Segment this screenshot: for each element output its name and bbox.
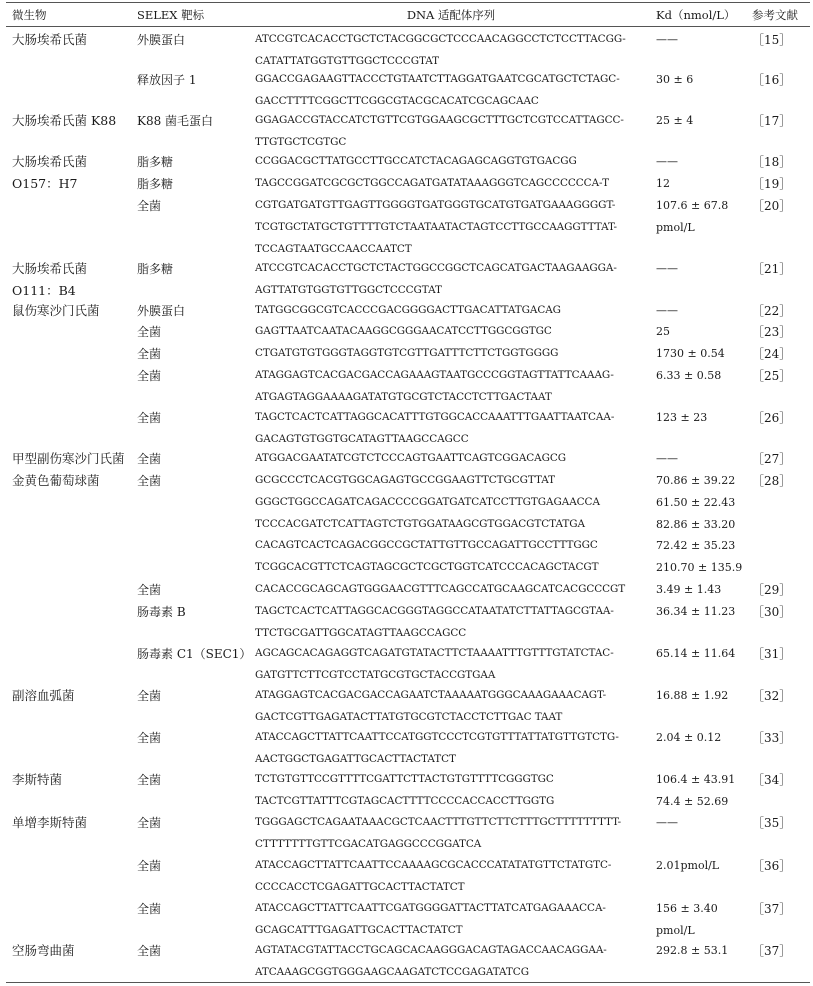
header-sequence: DNA 适配体序列 — [406, 8, 496, 22]
reference-cell: ［17］ — [752, 114, 792, 128]
sequence-line: TCGGCACGTTCTCAGTAGCGCTCGCTGGTCATCCCACAGCTACGT — [255, 561, 599, 574]
sequence-cell — [255, 448, 647, 470]
organism-cell: 大肠埃希氏菌 O111：B4 — [12, 261, 88, 298]
sequence-line: CGTGATGATGTTGAGTTGGGGTGATGGGTGCATGTGATGAAAGGGGT- — [255, 199, 616, 211]
target-cell: 肠毒素 C1（SEC1） — [137, 647, 252, 661]
kd-cell: —— — [656, 452, 678, 465]
header-organism: 微生物 — [12, 8, 47, 22]
sequence-line: AGTTATGTGGTGTTGGCTCCCGTAT — [255, 283, 442, 296]
kd-cell: 12 — [656, 177, 670, 190]
organism-cell: 鼠伤寒沙门氏菌 — [12, 303, 100, 318]
sequence-line: GACCTTTTCGGCTTCGGCGTACGCACATCGCAGCAAC — [255, 94, 539, 107]
kd-cell: —— — [656, 816, 678, 829]
sequence-line: TGGGAGCTCAGAATAAACGCTCAACTTTGTTCTTCTTTGCTTTTTTTTT- — [255, 816, 622, 828]
sequence-cell — [255, 470, 647, 579]
reference-cell: ［19］ — [752, 177, 792, 191]
kd-cell — [656, 769, 750, 813]
header-kd: Kd（nmol/L） — [656, 8, 736, 22]
sequence-cell — [255, 343, 647, 365]
header-ref: 参考文献 — [752, 8, 798, 22]
sequence-line: AGTATACGTATTACCTGCAGCACAAGGGACAGTAGACCAACAGGAA- — [255, 944, 607, 956]
kd-cell: —— — [656, 262, 678, 275]
sequence-cell — [255, 601, 647, 645]
kd-cell: 3.49 ± 1.43 — [656, 583, 722, 596]
sequence-cell — [255, 321, 647, 343]
sequence-cell — [255, 812, 647, 856]
kd-value: 61.50 ± 22.43 — [656, 495, 736, 509]
sequence-line: ATGGACGAATATCGTCTCCCAGTGAATTCAGTCGGACAGCG — [255, 452, 567, 464]
target-cell: 全菌 — [137, 369, 162, 383]
kd-cell: 36.34 ± 11.23 — [656, 605, 736, 618]
sequence-line: TCCAGTAATGCCAACCAATCT — [255, 242, 412, 255]
sequence-line: GAGTTAATCAATACAAGGCGGGAACATCCTTGGCGGTGC — [255, 325, 552, 337]
sequence-cell — [255, 855, 647, 899]
kd-cell: 1730 ± 0.54 — [656, 347, 725, 360]
target-cell: 脂多糖 — [137, 155, 174, 169]
target-cell: 全菌 — [137, 773, 162, 787]
sequence-line: ATACCAGCTTATTCAATTCGATGGGGATTACTTATCATGAGAAACCA- — [255, 902, 606, 914]
sequence-line: TTCTGCGATTGGCATAGTTAAGCCAGCC — [255, 626, 467, 639]
sequence-cell — [255, 579, 647, 601]
kd-cell: —— — [656, 155, 678, 168]
sequence-line: TACTCGTTATTTCGTAGCACTTTTCCCCACCACCTTGGTG — [255, 794, 555, 807]
sequence-line: ATACCAGCTTATTCAATTCCAAAAGCGCACCCATATATGTTCTATGTC- — [255, 859, 612, 871]
sequence-line: TCTGTGTTCCGTTTTCGATTCTTACTGTGTTTTCGGGTGC — [255, 773, 554, 785]
sequence-line: GACAGTGTGGTGCATAGTTAAGCCAGCC — [255, 432, 469, 445]
reference-cell: ［22］ — [752, 304, 792, 318]
target-cell: 外膜蛋白 — [137, 304, 186, 318]
sequence-line: CCCCACCTCGAGATTGCACTTACTATCT — [255, 880, 465, 893]
sequence-line: TCCCACGATCTCATTAGTCTGTGGATAAGCGTGGACGTCTATGA — [255, 517, 585, 530]
kd-cell: 25 — [656, 325, 670, 338]
target-cell: 全菌 — [137, 731, 162, 745]
reference-cell: ［25］ — [752, 369, 792, 383]
sequence-cell — [255, 898, 647, 942]
kd-cell: 16.88 ± 1.92 — [656, 689, 729, 702]
sequence-line: CCGGACGCTTATGCCTTGCCATCTACAGAGCAGGTGTGACGG — [255, 155, 577, 167]
sequence-line: TAGCCGGATCGCGCTGGCCAGATGATATAAAGGGTCAGCCCCCCA-T — [255, 177, 610, 189]
header-rule — [6, 26, 810, 27]
kd-cell: 123 ± 23 — [656, 411, 708, 424]
sequence-line: GGAGACCGTACCATCTGTTCGTGGAAGCGCTTTGCTCGTCCATTAGCC- — [255, 114, 624, 126]
reference-cell: ［32］ — [752, 689, 792, 703]
target-cell: 全菌 — [137, 816, 162, 830]
sequence-cell — [255, 643, 647, 687]
sequence-cell — [255, 300, 647, 322]
sequence-line: ATAGGAGTCACGACGACCAGAATCTAAAAATGGGCAAAGAAACAGT- — [255, 689, 607, 701]
target-cell: 全菌 — [137, 411, 162, 425]
sequence-line: GCAGCATTTGAGATTGCACTTACTATCT — [255, 923, 463, 936]
kd-cell — [656, 470, 750, 579]
kd-value: 106.4 ± 43.91 — [656, 773, 736, 786]
reference-cell: ［37］ — [752, 902, 792, 916]
sequence-cell — [255, 110, 647, 154]
sequence-cell — [255, 29, 647, 73]
reference-cell: ［26］ — [752, 411, 792, 425]
sequence-line: TAGCTCACTCATTAGGCACATTTGTGGCACCAAATTTGAATTAATCAA- — [255, 411, 615, 423]
sequence-line: TCGTGCTATGCTGTTTTGTCTAATAATACTAGTCCTTGCCAAGGTTTAT- — [255, 220, 617, 233]
sequence-line: GCGCCCTCACGTGGCAGAGTGCCGGAAGTTCTGCGTTAT — [255, 474, 556, 486]
organism-cell: 大肠埃希氏菌 O157：H7 — [12, 154, 88, 191]
sequence-cell — [255, 173, 647, 195]
reference-cell: ［21］ — [752, 262, 792, 276]
sequence-line: CACACCGCAGCAGTGGGAACGTTTCAGCCATGCAAGCATCACGCCCGT — [255, 583, 626, 595]
reference-cell: ［27］ — [752, 452, 792, 466]
sequence-line: ATAGGAGTCACGACGACCAGAAAGTAATGCCCGGTAGTTATTCAAAG- — [255, 369, 614, 381]
sequence-cell — [255, 769, 647, 813]
reference-cell: ［28］ — [752, 474, 792, 488]
kd-value: 74.4 ± 52.69 — [656, 794, 729, 808]
sequence-cell — [255, 195, 647, 260]
target-cell: K88 菌毛蛋白 — [137, 114, 214, 128]
sequence-line: GACTCGTTGAGATACTTATGTGCGTCTACCTCTTGAC TAAT — [255, 710, 563, 723]
sequence-cell — [255, 407, 647, 451]
kd-value: 70.86 ± 39.22 — [656, 474, 736, 487]
sequence-line: ATCAAAGCGGTGGGAAGCAAGATCTCCGAGATATCG — [255, 965, 529, 978]
target-cell: 全菌 — [137, 199, 162, 213]
reference-cell: ［15］ — [752, 33, 792, 47]
sequence-cell — [255, 151, 647, 173]
reference-cell: ［36］ — [752, 859, 792, 873]
reference-cell: ［18］ — [752, 155, 792, 169]
reference-cell: ［37］ — [752, 944, 792, 958]
kd-value: 72.42 ± 35.23 — [656, 539, 736, 553]
target-cell: 脂多糖 — [137, 177, 174, 191]
reference-cell: ［29］ — [752, 583, 792, 597]
sequence-cell — [255, 69, 647, 113]
reference-cell: ［34］ — [752, 773, 792, 787]
sequence-line: GATGTTCTTCGTCCTATGCGTGCTACCGTGAA — [255, 668, 496, 681]
sequence-line: GGGCTGGCCAGATCAGACCCCGGATGATCATCCTTGTGAGAACCA — [255, 495, 600, 508]
reference-cell: ［35］ — [752, 816, 792, 830]
sequence-line: ATCCGTCACACCTGCTCTACGGCGCTCCCAACAGGCCTCTCCTTACGG- — [255, 33, 626, 45]
target-cell: 全菌 — [137, 452, 162, 466]
organism-cell: 空肠弯曲菌 — [12, 943, 75, 958]
target-cell: 全菌 — [137, 325, 162, 339]
kd-cell: 292.8 ± 53.1 — [656, 944, 729, 957]
sequence-cell — [255, 365, 647, 409]
target-cell: 全菌 — [137, 902, 162, 916]
kd-cell: 2.04 ± 0.12 — [656, 731, 722, 744]
target-cell: 全菌 — [137, 347, 162, 361]
organism-cell: 李斯特菌 — [12, 772, 63, 787]
organism-cell: 单增李斯特菌 — [12, 815, 88, 830]
kd-cell: 107.6 ± 67.8 pmol/L — [656, 199, 729, 234]
kd-cell: —— — [656, 304, 678, 317]
sequence-line: ATACCAGCTTATTCAATTCCATGGTCCCTCGTGTTTATTATGTTGTCTG- — [255, 731, 619, 743]
sequence-line: CTGATGTGTGGGTAGGTGTCGTTGATTTCTTCTGGTGGGG — [255, 347, 559, 359]
sequence-line: CTTTTTTTGTTCGACATGAGGCCCGGATCA — [255, 837, 482, 850]
sequence-line: ATCCGTCACACCTGCTCTACTGGCCGGCTCAGCATGACTAAGAAGGA- — [255, 262, 617, 274]
reference-cell: ［30］ — [752, 605, 792, 619]
organism-cell: 金黄色葡萄球菌 — [12, 473, 100, 488]
sequence-line: TATGGCGGCGTCACCCGACGGGGACTTGACATTATGACAG — [255, 304, 561, 316]
kd-cell: 25 ± 4 — [656, 114, 694, 127]
reference-cell: ［20］ — [752, 199, 792, 213]
target-cell: 脂多糖 — [137, 262, 174, 276]
target-cell: 全菌 — [137, 689, 162, 703]
target-cell: 外膜蛋白 — [137, 33, 186, 47]
target-cell: 全菌 — [137, 859, 162, 873]
sequence-cell — [255, 685, 647, 729]
sequence-line: GGACCGAGAAGTTACCCTGTAATCTTAGGATGAATCGCATGCTCTAGC- — [255, 73, 620, 85]
sequence-line: CACAGTCACTCAGACGGCCGCTATTGTTGCCAGATTGCCTTTGGC — [255, 539, 598, 552]
reference-cell: ［16］ — [752, 73, 792, 87]
sequence-line: CATATTATGGTGTTGGCTCCCGTAT — [255, 54, 440, 67]
sequence-line: ATGAGTAGGAAAAGATATGTGCGTCTACCTCTTGACTAAT — [255, 390, 552, 403]
sequence-line: TTGTGCTCGTGC — [255, 135, 347, 148]
target-cell: 全菌 — [137, 474, 162, 488]
organism-cell: 大肠埃希氏菌 — [12, 32, 88, 47]
kd-cell: 65.14 ± 11.64 — [656, 647, 736, 660]
kd-cell: —— — [656, 33, 678, 46]
header-target: SELEX 靶标 — [137, 8, 205, 22]
kd-cell: 156 ± 3.40 pmol/L — [656, 902, 718, 937]
sequence-line: AGCAGCACAGAGGTCAGATGTATACTTCTAAAATTTGTTTGTATCTAC- — [255, 647, 614, 659]
sequence-cell — [255, 727, 647, 771]
organism-cell: 大肠埃希氏菌 K88 — [12, 113, 117, 128]
kd-cell: 2.01pmol/L — [656, 859, 720, 872]
sequence-line: AACTGGCTGAGATTGCACTTACTATCT — [255, 752, 456, 765]
kd-cell: 6.33 ± 0.58 — [656, 369, 722, 382]
reference-cell: ［31］ — [752, 647, 792, 661]
reference-cell: ［24］ — [752, 347, 792, 361]
top-rule — [6, 2, 810, 3]
sequence-cell — [255, 258, 647, 302]
kd-value: 82.86 ± 33.20 — [656, 517, 736, 531]
sequence-cell — [255, 940, 647, 984]
target-cell: 全菌 — [137, 944, 162, 958]
target-cell: 全菌 — [137, 583, 162, 597]
kd-value: 210.70 ± 135.9 — [656, 561, 743, 575]
sequence-line: TAGCTCACTCATTAGGCACGGGTAGGCCATAATATCTTATTAGCGTAA- — [255, 605, 614, 617]
organism-cell: 副溶血弧菌 — [12, 688, 75, 703]
target-cell: 肠毒素 B — [137, 605, 186, 619]
target-cell: 释放因子 1 — [137, 73, 197, 87]
kd-cell: 30 ± 6 — [656, 73, 694, 86]
organism-cell: 甲型副伤寒沙门氏菌 — [12, 451, 125, 466]
reference-cell: ［23］ — [752, 325, 792, 339]
reference-cell: ［33］ — [752, 731, 792, 745]
